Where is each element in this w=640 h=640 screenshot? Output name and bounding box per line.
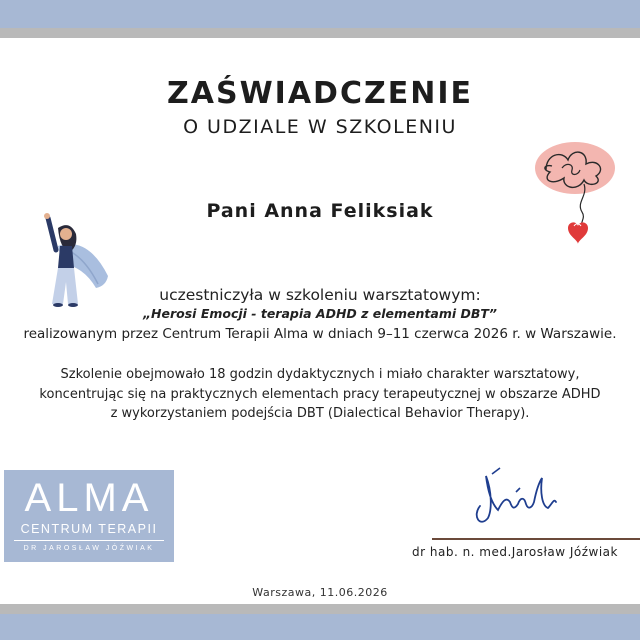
participation-line: uczestniczyła w szkoleniu warsztatowym: <box>159 286 481 304</box>
logo-name: ALMA <box>24 476 154 520</box>
top-band-grey <box>0 28 640 38</box>
signature-line <box>432 538 640 540</box>
logo-subtitle: CENTRUM TERAPII <box>20 522 158 536</box>
top-band-light <box>0 0 640 28</box>
certificate-title: ZAŚWIADCZENIE <box>167 76 473 111</box>
certificate-subtitle: O UDZIALE W SZKOLENIU <box>183 116 457 138</box>
organizer-line: realizowanym przez Centrum Terapii Alma w dniach 9–11 czerwca 2026 r. w Warszawie. <box>23 326 617 342</box>
description-line: Szkolenie obejmowało 18 godzin dydaktycznych i miało charakter warsztatowy, <box>60 367 580 382</box>
brain-heart-balloon-illustration <box>532 140 618 250</box>
place-date: Warszawa, 11.06.2026 <box>252 586 388 599</box>
training-name: „Herosi Emocji - terapia ADHD z elementami DBT” <box>143 306 497 321</box>
signature-scribble <box>462 462 572 540</box>
alma-logo <box>4 470 174 562</box>
description-line: z wykorzystaniem podejścia DBT (Dialectical Behavior Therapy). <box>110 406 530 421</box>
bottom-band-light <box>0 614 640 640</box>
description-line: koncentrując się na praktycznych elementach pracy terapeutycznej w obszarze ADHD <box>39 387 601 402</box>
logo-director: DR JAROSŁAW JÓŹWIAK <box>23 545 155 552</box>
signer-name: dr hab. n. med.Jarosław Jóźwiak <box>412 545 618 559</box>
logo-divider <box>14 540 164 541</box>
bottom-band-grey <box>0 604 640 614</box>
recipient-name: Pani Anna Feliksiak <box>206 200 434 222</box>
